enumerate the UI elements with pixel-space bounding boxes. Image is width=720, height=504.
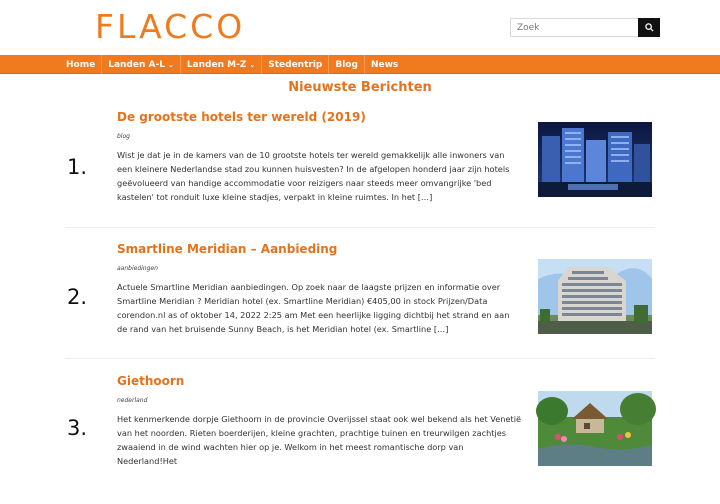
chevron-down-icon: ⌄ — [167, 60, 174, 69]
night-hotel-image[interactable] — [538, 122, 652, 197]
nav-stedentrip[interactable] — [262, 55, 328, 74]
nav-label: News — [370, 59, 399, 70]
post-title[interactable]: Smartline Meridian – Aanbieding — [117, 242, 338, 256]
nav-label: Landen M-Z — [186, 59, 247, 70]
main-navigation — [0, 55, 720, 74]
post-category[interactable]: blog — [117, 133, 130, 140]
post-divider — [65, 227, 655, 228]
post-title[interactable]: De grootste hotels ter wereld (2019) — [117, 110, 366, 124]
post-item — [65, 242, 655, 372]
search-form — [510, 18, 660, 37]
section-title: Nieuwste Berichten — [288, 80, 432, 95]
search-input[interactable] — [510, 18, 638, 37]
nav-landen-a-l[interactable] — [102, 55, 180, 74]
site-logo[interactable]: FLACCO — [95, 7, 246, 46]
post-category[interactable]: nederland — [117, 397, 148, 404]
nav-label: Stedentrip — [268, 59, 323, 70]
hotel-building-image[interactable] — [538, 259, 652, 334]
post-number: 1. — [67, 155, 88, 179]
search-icon — [645, 23, 654, 32]
post-excerpt: Het kenmerkende dorpje Giethoorn in de provincie Overijssel staat ook wel bekend als het Venetië van het noorden. Rieten boerderijen, kleine grachten, prachtige tuinen en treurwilgen zachtjes zwaaiend in de wind wachten hier op je. Welkom in het meest romantische dorp van Nederland!Het — [117, 414, 522, 466]
nav-news[interactable] — [365, 55, 404, 74]
site-header — [0, 0, 720, 55]
search-button[interactable] — [638, 18, 660, 37]
nav-blog[interactable] — [329, 55, 364, 74]
post-excerpt: Wist je dat je in de kamers van de 10 grootste hotels ter wereld gemakkelijk alle inwoners van een kleinere Nederlandse stad zou kunnen huisvesten? In de afgelopen honderd jaar zijn hotels geëvolueerd van handige accommodatie voor reizigers naar steeds meer omvangrijke 'bed kastelen' tot ronduit luxe kleine stadjes, verpakt in kleine ruimtes. In het […] — [117, 150, 510, 202]
nav-label: Home — [66, 59, 96, 70]
post-item — [65, 110, 655, 240]
nav-landen-m-z[interactable] — [181, 55, 261, 74]
nav-label: Blog — [335, 59, 358, 70]
nav-home[interactable] — [60, 55, 101, 74]
chevron-down-icon: ⌄ — [249, 60, 256, 69]
post-excerpt: Actuele Smartline Meridian aanbiedingen. Op zoek naar de laagste prijzen en informatie over Smartline Meridian ? Meridian hotel (ex. Smartline Meridian) €405,00 in stock Prijzen/Data corendon.nl as of oktober 14, 2022 2:25 am Met een heerlijke ligging dichtbij het strand en aan de rand van het bruisende Sunny Beach, is het Meridian hotel (ex. Smartline […] — [117, 282, 510, 334]
post-item — [65, 374, 655, 504]
post-number: 2. — [67, 285, 88, 309]
nav-label: Landen A-L — [108, 59, 165, 70]
post-number: 3. — [67, 416, 88, 440]
post-divider — [65, 358, 655, 359]
post-category[interactable]: aanbiedingen — [117, 265, 158, 272]
village-canal-image[interactable] — [538, 391, 652, 466]
post-title[interactable]: Giethoorn — [117, 374, 185, 388]
